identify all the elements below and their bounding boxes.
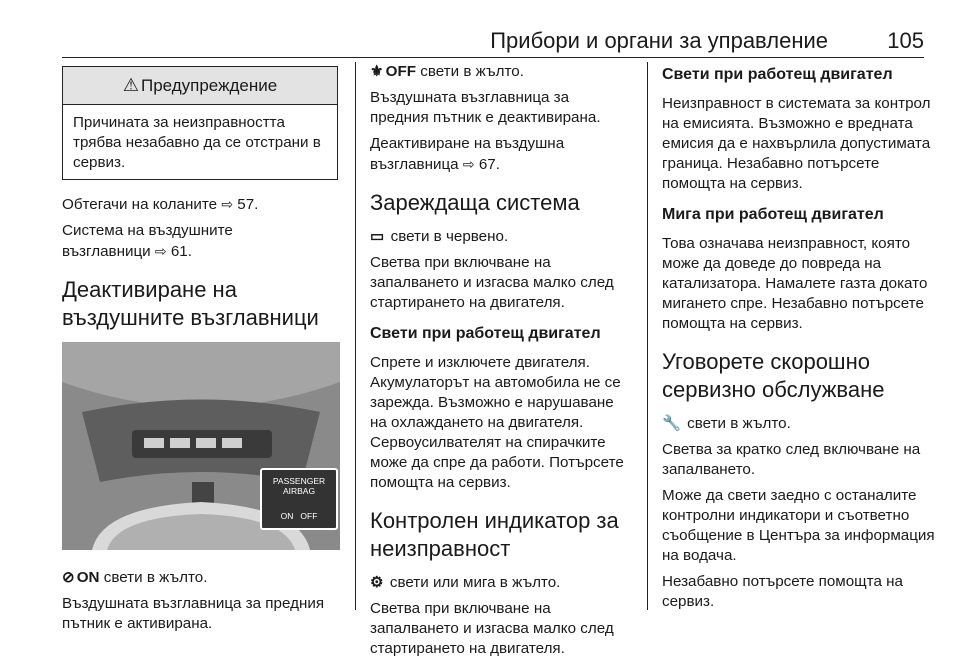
deact-ref-text-2: възглавница	[370, 156, 459, 173]
airbag-panel-onoff	[262, 511, 336, 521]
airbag-panel-label-1: PASSENGER	[272, 476, 326, 486]
airbag-system-text-1: Система на въздушните	[62, 222, 233, 239]
airbag-panel-label	[262, 476, 336, 496]
passenger-airbag-panel	[260, 468, 338, 530]
column-1	[62, 62, 340, 640]
engine-check-icon: ⚙	[370, 574, 384, 591]
mil-sub1-text: Неизправност в системата за контрол на емисията. Възможно е вредната емисия да е нахвърлила допустимата граница. Незабавно потърсете помощта на сервиз.	[662, 95, 931, 192]
reference-arrow-icon: ⇨	[154, 243, 167, 259]
service-p3: Незабавно потърсете помощта на сервиз.	[662, 573, 903, 610]
passenger-airbag-off-icon: ⚜	[370, 63, 384, 80]
header-title: Прибори и органи за управление	[490, 28, 828, 53]
deactivation-reference	[370, 134, 632, 175]
service-heading: Уговорете скорошно сервизно обслужване	[662, 349, 885, 402]
engine-line	[370, 573, 632, 593]
reference-arrow-icon: ⇨	[221, 196, 234, 212]
column-2	[370, 62, 632, 665]
airbag-system-reference	[62, 221, 340, 262]
charging-p1: Светва при включване на запалването и изгасва малко след стартирането на двигателя.	[370, 254, 614, 311]
battery-icon: ▭	[370, 228, 385, 245]
column-divider	[355, 62, 356, 610]
page-header	[62, 24, 924, 58]
service-p2: Може да свети заедно с останалите контролни индикатори и съответно съобщение в Центъра за информация на водача.	[662, 487, 935, 564]
airbag-off-line	[370, 62, 632, 82]
wrench-line	[662, 414, 937, 434]
seatbelt-ref-text: Обтегачи на коланите	[62, 196, 218, 213]
airbag-system-ref-page[interactable]: 61.	[170, 243, 192, 260]
charging-p2: Спрете и изключете двигателя. Акумулаторът на автомобила не се зарежда. Възможно е нарушаване на охлаждането на двигателя. Сервоусилвателят на спирачките може да спре да работи. Потърсете помощта на сервиз.	[370, 354, 624, 491]
deact-ref-page[interactable]: 67.	[478, 156, 500, 173]
column-divider	[647, 62, 648, 610]
engine-text: свети или мига в жълто.	[389, 574, 561, 591]
warning-header	[63, 67, 337, 105]
column-3	[662, 62, 937, 618]
wrench-icon: 🔧	[662, 415, 681, 432]
charging-subheading: Свети при работещ двигател	[370, 325, 601, 342]
warning-body: Причината за неизправността трябва незабавно да се отстрани в сервиз.	[73, 114, 321, 171]
airbag-on-desc: Въздушната възглавница за предния пътник е активирана.	[62, 595, 325, 632]
warning-box	[62, 66, 338, 180]
airbag-panel-label-2: AIRBAG	[282, 486, 316, 496]
warning-heading: Предупреждение	[140, 75, 278, 95]
airbag-panel-off: OFF	[300, 511, 318, 521]
reference-arrow-icon: ⇨	[462, 156, 475, 172]
deactivation-heading: Деактивиране на въздушните възглавници	[62, 277, 319, 330]
wrench-text: свети в жълто.	[687, 415, 791, 432]
airbag-off-text: свети в жълто.	[420, 63, 524, 80]
mil-p1: Светва при включване на запалването и изгасва малко след стартирането на двигателя.	[370, 600, 614, 657]
airbag-on-text: свети в жълто.	[103, 569, 208, 586]
seatbelt-ref-page[interactable]: 57.	[237, 196, 259, 213]
header-rule	[62, 57, 924, 58]
battery-text: свети в червено.	[390, 228, 509, 245]
mil-sub1-heading: Свети при работещ двигател	[662, 66, 893, 83]
warning-triangle-icon: ⚠	[122, 75, 139, 95]
page-number: 105	[887, 28, 924, 53]
mil-sub2-text: Това означава неизправност, която може да доведе до повреда на катализатора. Намалете газта докато мигането спре. Незабавно потърсете помощта на сервиз.	[662, 235, 928, 332]
airbag-panel-photo	[62, 342, 340, 550]
service-p1: Светва за кратко след включване на запалването.	[662, 441, 921, 478]
seatbelt-reference	[62, 194, 340, 215]
airbag-off-desc: Въздушната възглавница за предния пътник е деактивирана.	[370, 89, 601, 126]
charging-heading: Зареждаща система	[370, 190, 580, 215]
battery-line	[370, 227, 632, 247]
airbag-off-label: OFF	[385, 63, 416, 80]
airbag-on-label: ON	[76, 569, 100, 586]
airbag-system-text-2: възглавници	[62, 243, 151, 260]
deact-ref-text-1: Деактивиране на въздушна	[370, 135, 565, 152]
airbag-on-line	[62, 568, 340, 588]
passenger-airbag-on-icon: ⊘	[62, 569, 75, 586]
mil-heading: Контролен индикатор за неизправност	[370, 508, 619, 561]
airbag-panel-on: ON	[280, 511, 294, 521]
mil-sub2-heading: Мига при работещ двигател	[662, 206, 884, 223]
